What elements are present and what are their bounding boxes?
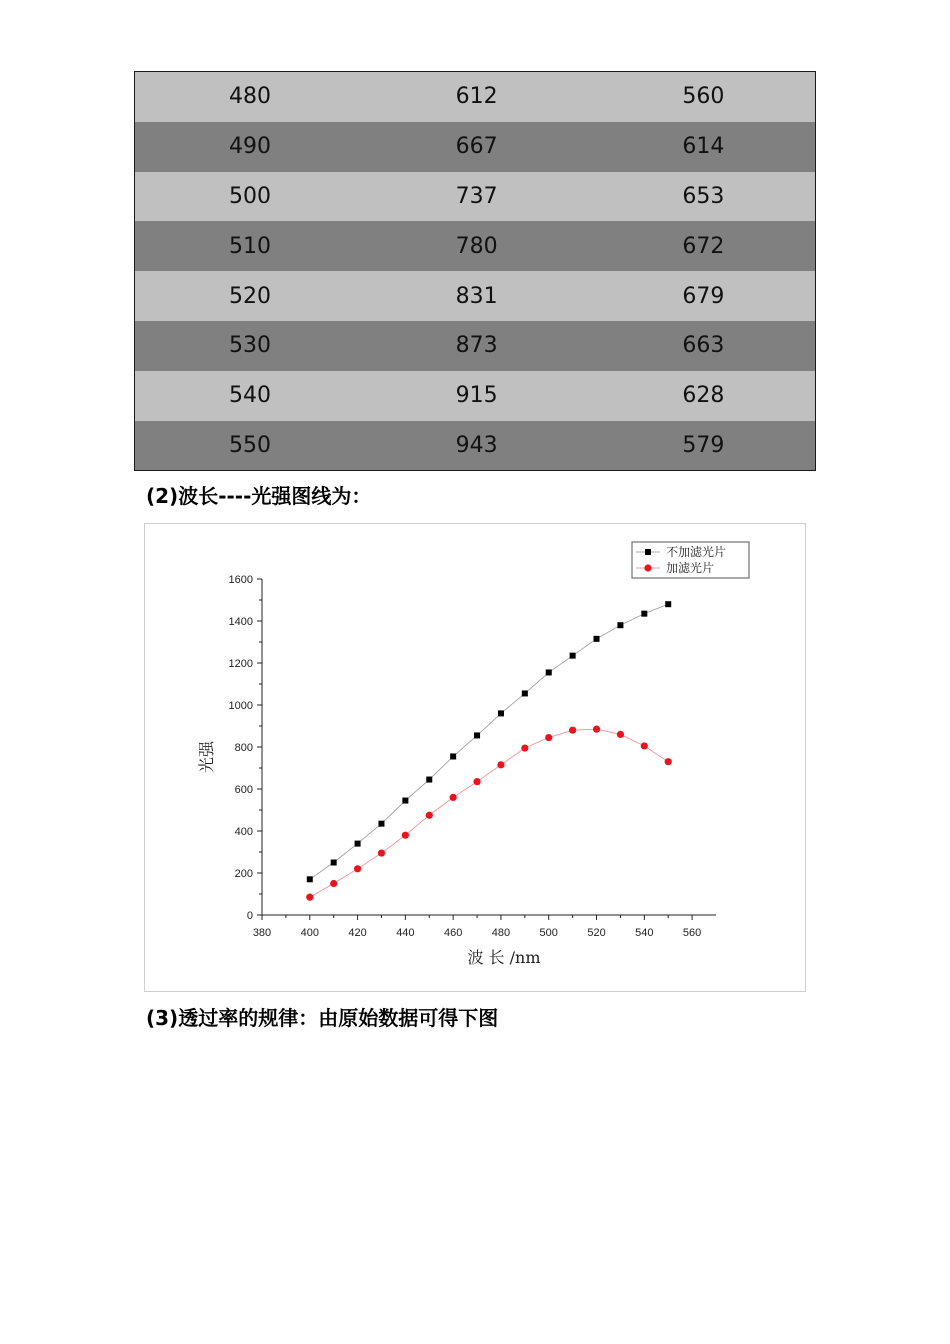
table-cell: 628 [682,383,725,409]
table-cell: 579 [682,432,725,458]
legend-label: 加滤光片 [666,561,715,575]
table-row [135,72,815,122]
x-tick-label: 440 [396,927,415,939]
data-point-circle [497,761,504,768]
data-point-circle [641,742,648,749]
table-cell: 737 [455,183,498,209]
data-point-square [665,601,671,607]
data-point-circle [521,744,528,751]
x-tick-label: 380 [252,927,272,939]
table-row [135,421,815,471]
data-point-circle [426,812,433,819]
table-cell: 520 [229,283,271,309]
table-cell: 672 [682,233,725,259]
x-tick-label: 420 [348,927,367,939]
data-point-square [402,798,408,804]
data-point-circle [665,758,672,765]
data-point-square [546,669,552,675]
x-tick-label: 560 [682,927,702,939]
section-heading-3: (3)透过率的规律：由原始数据可得下图 [146,1006,499,1030]
legend-marker-circle [644,564,651,571]
data-point-circle [617,731,624,738]
data-point-square [355,841,361,847]
x-tick-label: 460 [443,927,463,939]
data-table [134,71,816,471]
data-point-square [498,710,504,716]
table-cell: 530 [229,333,271,359]
data-point-square [617,622,623,628]
data-point-square [641,611,647,617]
data-point-circle [593,726,600,733]
data-point-square [307,876,313,882]
y-tick-label: 600 [234,784,253,796]
data-point-square [570,653,576,659]
y-axis-title: 光强 [197,740,216,774]
table-cell: 943 [455,432,498,458]
table-cell: 540 [229,383,271,409]
x-axis-title: 波 长 /nm [467,948,541,967]
data-point-circle [569,727,576,734]
table-cell: 679 [682,283,725,309]
table-row [135,271,815,321]
table-cell: 653 [682,183,725,209]
table-cell: 510 [229,233,271,259]
data-point-circle [378,849,385,856]
data-point-circle [473,778,480,785]
x-tick-label: 520 [587,927,606,939]
table-cell: 614 [682,134,725,160]
series-line-0 [310,604,668,879]
y-tick-label: 0 [246,910,253,922]
table-cell: 915 [455,383,498,409]
wavelength-intensity-chart [144,523,806,992]
x-tick-label: 500 [539,927,558,939]
x-tick-label: 480 [491,927,511,939]
x-tick-label: 540 [635,927,654,939]
legend-marker-square [645,549,651,555]
table-cell: 500 [229,183,271,209]
data-point-circle [354,865,361,872]
table-cell: 480 [229,84,271,110]
series-line-1 [310,729,668,897]
data-point-circle [306,894,313,901]
table-row [135,172,815,222]
data-point-square [331,860,337,866]
table-cell: 490 [229,134,271,160]
data-point-circle [402,832,409,839]
table-cell: 831 [455,283,498,309]
table-row [135,321,815,371]
data-point-square [378,821,384,827]
y-tick-label: 400 [234,826,253,838]
data-point-circle [545,734,552,741]
y-tick-label: 1400 [228,616,253,628]
table-cell: 873 [455,333,498,359]
table-cell: 780 [455,233,498,259]
y-tick-label: 800 [234,742,253,754]
y-tick-label: 1200 [228,658,253,670]
data-point-square [450,753,456,759]
data-point-square [522,690,528,696]
data-point-circle [330,880,337,887]
y-tick-label: 1000 [228,700,253,712]
table-row [135,371,815,421]
data-point-square [426,777,432,783]
table-row [135,221,815,271]
chart-svg [145,524,805,991]
y-tick-label: 1600 [228,574,253,586]
table-row [135,122,815,172]
data-point-square [594,636,600,642]
data-point-square [474,732,480,738]
table-cell: 560 [682,84,725,110]
data-point-circle [450,794,457,801]
table-cell: 667 [455,134,498,160]
section-heading-2: (2)波长----光强图线为： [146,484,372,508]
x-tick-label: 400 [300,927,319,939]
table-cell: 612 [455,84,498,110]
y-tick-label: 200 [234,868,253,880]
legend-label: 不加滤光片 [666,545,727,559]
table-cell: 663 [682,333,725,359]
table-cell: 550 [229,432,271,458]
